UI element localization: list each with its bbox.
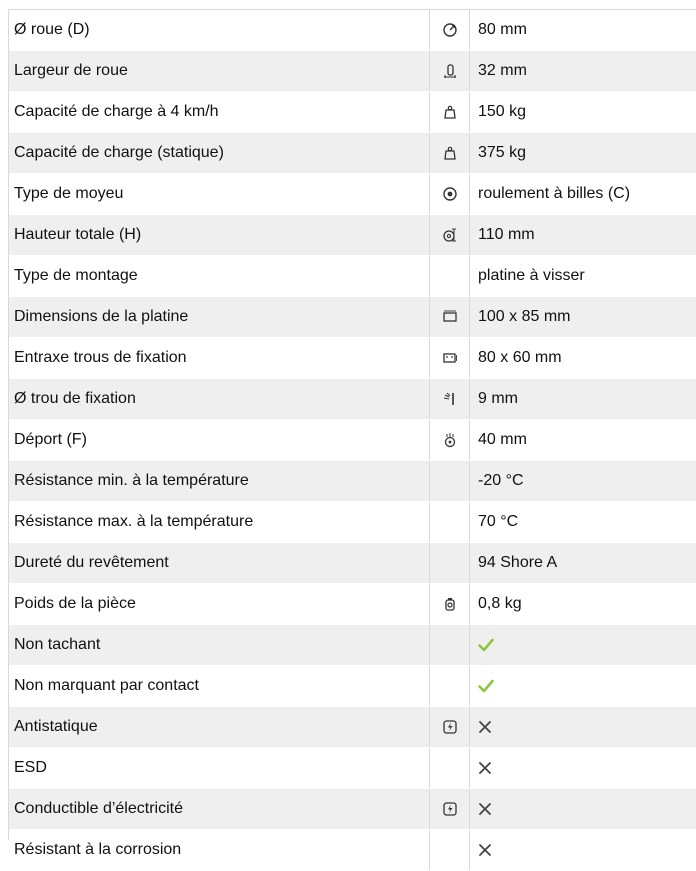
spec-label: Hauteur totale (H): [8, 215, 430, 256]
spec-icon-cell: [430, 707, 470, 748]
spec-label: Résistance min. à la température: [8, 461, 430, 502]
weight-icon: [442, 103, 458, 120]
spec-row: [8, 830, 696, 871]
spec-icon-cell: [430, 174, 470, 215]
weight-icon: [442, 144, 458, 161]
spec-icon-cell: [430, 92, 470, 133]
spec-row: [8, 338, 696, 379]
spec-value: 70 °C: [470, 502, 696, 543]
spec-icon-cell: [430, 543, 470, 584]
offset-icon: [442, 431, 458, 448]
spec-icon-cell: [430, 789, 470, 830]
spec-value: 80 mm: [470, 10, 696, 51]
spec-row: [8, 420, 696, 461]
bolt-hole-diameter-icon: [442, 390, 458, 407]
spec-row: [8, 461, 696, 502]
spec-row: [8, 666, 696, 707]
spec-value: 40 mm: [470, 420, 696, 461]
spec-label: Déport (F): [8, 420, 430, 461]
wheel-diameter-icon: [442, 21, 458, 38]
spec-icon-cell: [430, 666, 470, 707]
spec-icon-cell: [430, 830, 470, 871]
spec-row: [8, 215, 696, 256]
spec-row: [8, 256, 696, 297]
spec-icon-cell: [430, 133, 470, 174]
spec-icon-cell: [430, 420, 470, 461]
spec-icon-cell: [430, 338, 470, 379]
spec-row: [8, 625, 696, 666]
electric-icon: [442, 800, 458, 817]
spec-row: [8, 707, 696, 748]
spec-label: Poids de la pièce: [8, 584, 430, 625]
spec-label: Capacité de charge à 4 km/h: [8, 92, 430, 133]
spec-row: [8, 584, 696, 625]
spec-value: 100 x 85 mm: [470, 297, 696, 338]
spec-icon-cell: [430, 502, 470, 543]
spec-icon-cell: [430, 297, 470, 338]
spec-row: [8, 174, 696, 215]
check-icon: [478, 679, 494, 693]
spec-value: 150 kg: [470, 92, 696, 133]
spec-value: 9 mm: [470, 379, 696, 420]
electric-icon: [442, 718, 458, 735]
spec-row: [8, 133, 696, 174]
spec-row: [8, 10, 696, 51]
cross-icon: [478, 720, 492, 734]
spec-icon-cell: [430, 748, 470, 789]
spec-row: [8, 297, 696, 338]
spec-icon-cell: [430, 215, 470, 256]
total-height-icon: [442, 226, 458, 243]
spec-value: 0,8 kg: [470, 584, 696, 625]
spec-row: [8, 92, 696, 133]
spec-label: ESD: [8, 748, 430, 789]
spec-label: Capacité de charge (statique): [8, 133, 430, 174]
hub-bearing-icon: [442, 185, 458, 202]
spec-value: [470, 789, 696, 830]
spec-icon-cell: [430, 584, 470, 625]
spec-label: Conductible d’électricité: [8, 789, 430, 830]
spec-label: Résistance max. à la température: [8, 502, 430, 543]
spec-label: Résistant à la corrosion: [8, 830, 430, 871]
spec-row: [8, 789, 696, 830]
spec-row: [8, 543, 696, 584]
spec-value: -20 °C: [470, 461, 696, 502]
spec-label: Type de moyeu: [8, 174, 430, 215]
spec-icon-cell: [430, 625, 470, 666]
spec-label: Largeur de roue: [8, 51, 430, 92]
wheel-width-icon: [442, 62, 458, 79]
spec-value: [470, 707, 696, 748]
bolt-hole-spacing-icon: [442, 349, 458, 366]
spec-row: [8, 502, 696, 543]
spec-row: [8, 51, 696, 92]
spec-label: Antistatique: [8, 707, 430, 748]
spec-value: roulement à billes (C): [470, 174, 696, 215]
spec-row: [8, 748, 696, 789]
spec-value: [470, 830, 696, 871]
spec-label: Entraxe trous de fixation: [8, 338, 430, 379]
spec-label: Dimensions de la platine: [8, 297, 430, 338]
spec-value: 375 kg: [470, 133, 696, 174]
spec-value: 32 mm: [470, 51, 696, 92]
piece-weight-icon: [442, 595, 458, 612]
spec-value: [470, 625, 696, 666]
spec-value: 94 Shore A: [470, 543, 696, 584]
spec-label: Ø trou de fixation: [8, 379, 430, 420]
spec-icon-cell: [430, 461, 470, 502]
cross-icon: [478, 843, 492, 857]
spec-value: [470, 748, 696, 789]
spec-icon-cell: [430, 10, 470, 51]
spec-label: Non tachant: [8, 625, 430, 666]
check-icon: [478, 638, 494, 652]
spec-row: [8, 379, 696, 420]
spec-value: 80 x 60 mm: [470, 338, 696, 379]
spec-value: [470, 666, 696, 707]
spec-label: Dureté du revêtement: [8, 543, 430, 584]
spec-icon-cell: [430, 379, 470, 420]
spec-value: platine à visser: [470, 256, 696, 297]
spec-label: Non marquant par contact: [8, 666, 430, 707]
cross-icon: [478, 802, 492, 816]
spec-icon-cell: [430, 256, 470, 297]
plate-dimensions-icon: [442, 308, 458, 325]
cross-icon: [478, 761, 492, 775]
spec-table-body: [8, 10, 696, 871]
spec-label: Ø roue (D): [8, 10, 430, 51]
spec-value: 110 mm: [470, 215, 696, 256]
spec-icon-cell: [430, 51, 470, 92]
spec-label: Type de montage: [8, 256, 430, 297]
spec-table: [8, 9, 696, 871]
